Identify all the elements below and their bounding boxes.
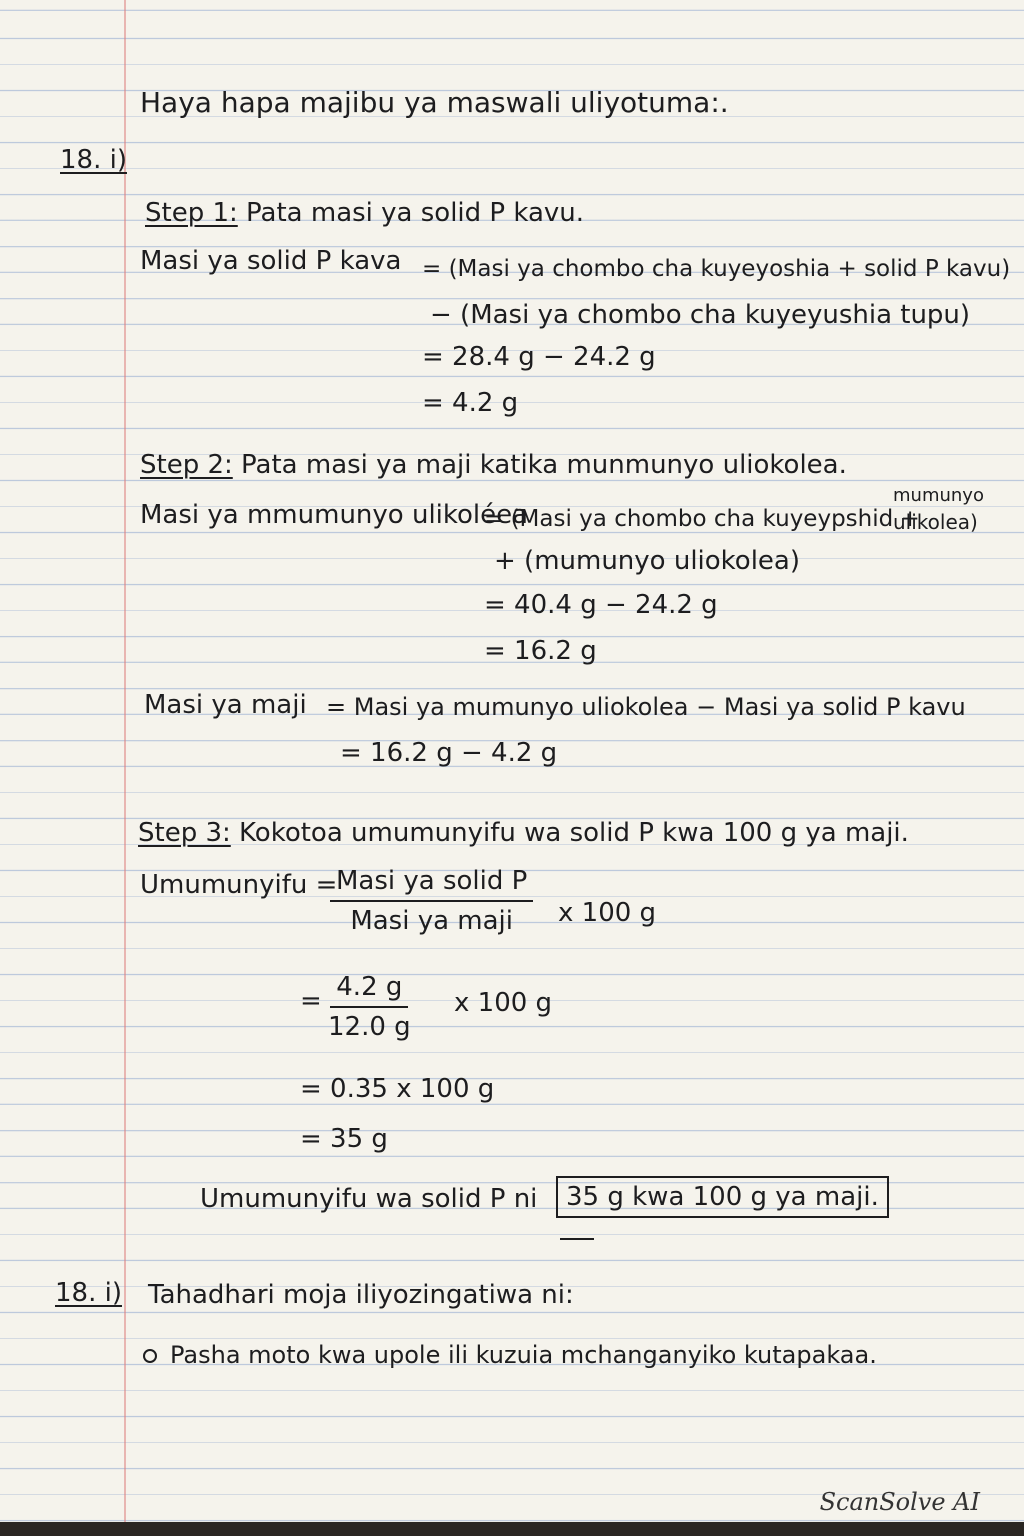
step2-line1-lhs: Masi ya mmumunyo ulikoléea xyxy=(140,500,529,530)
step3-line4: = 35 g xyxy=(300,1124,388,1154)
step1-title: Pata masi ya solid P kavu. xyxy=(246,198,585,228)
signature: ScanSolve AI xyxy=(819,1488,980,1516)
step2-line3: = 40.4 g − 24.2 g xyxy=(484,590,718,620)
step3-lhs: Umumunyifu = xyxy=(140,870,338,900)
fraction-formula-denominator: Masi ya maji xyxy=(350,906,514,936)
water-mass-lhs: Masi ya maji xyxy=(144,690,307,720)
result-prefix: Umumunyifu wa solid P ni xyxy=(200,1184,538,1214)
step3-title: Kokotoa umumunyifu wa solid P kwa 100 g ya maji. xyxy=(239,818,909,848)
result-underline-mark xyxy=(560,1238,594,1240)
step2-title: Pata masi ya maji katika munmunyo uliokolea. xyxy=(241,450,847,480)
step2-line1-rhs: = (Masi ya chombo cha kuyeypshid + xyxy=(484,506,920,532)
step2-line2: + (mumunyo uliokolea) xyxy=(494,546,801,576)
step3-line3: = 0.35 x 100 g xyxy=(300,1074,495,1104)
fraction-values xyxy=(328,972,411,1042)
fraction-formula-numerator: Masi ya solid P xyxy=(330,866,533,902)
step1-line3: = 28.4 g − 24.2 g xyxy=(422,342,656,372)
page-bottom-edge xyxy=(0,1522,1024,1536)
margin-line xyxy=(124,0,126,1536)
step2-heading xyxy=(140,450,847,480)
question-label-1: 18. i) xyxy=(60,145,127,175)
step1-line1-rhs: = (Masi ya chombo cha kuyeyoshia + solid P kavu) xyxy=(422,256,1011,282)
bullet-dot xyxy=(143,1349,157,1363)
fraction-values-denominator: 12.0 g xyxy=(328,1012,411,1042)
step3-label: Step 3: xyxy=(138,818,231,848)
step3-heading xyxy=(138,818,909,848)
step1-heading xyxy=(145,198,584,228)
step1-line1-lhs: Masi ya solid P kava xyxy=(140,246,402,276)
q2-bullet-text: Pasha moto kwa upole ili kuzuia mchanganyiko kutapakaa. xyxy=(170,1341,877,1369)
times-100g-2: x 100 g xyxy=(454,988,553,1018)
q2-title: Tahadhari moja iliyozingatiwa ni: xyxy=(148,1280,574,1310)
step2-label: Step 2: xyxy=(140,450,233,480)
step2-line1-above: mumunyo xyxy=(893,485,984,506)
fraction-formula xyxy=(330,866,533,936)
question-label-2: 18. i) xyxy=(55,1278,122,1308)
step1-label: Step 1: xyxy=(145,198,238,228)
times-100g-1: x 100 g xyxy=(558,898,657,928)
water-mass-rhs: = Masi ya mumunyo uliokolea − Masi ya solid P kavu xyxy=(326,693,966,721)
equals-sign: = xyxy=(300,986,322,1016)
page-header: Haya hapa majibu ya maswali uliyotuma:. xyxy=(140,86,729,119)
step2-line4: = 16.2 g xyxy=(484,636,597,666)
step1-line4: = 4.2 g xyxy=(422,388,519,418)
step2-line1-below: ulikolea) xyxy=(893,510,978,534)
result-box: 35 g kwa 100 g ya maji. xyxy=(556,1176,889,1218)
step1-line2: − (Masi ya chombo cha kuyeyushia tupu) xyxy=(430,300,971,330)
fraction-values-numerator: 4.2 g xyxy=(330,972,408,1008)
water-mass-line2: = 16.2 g − 4.2 g xyxy=(340,738,558,768)
